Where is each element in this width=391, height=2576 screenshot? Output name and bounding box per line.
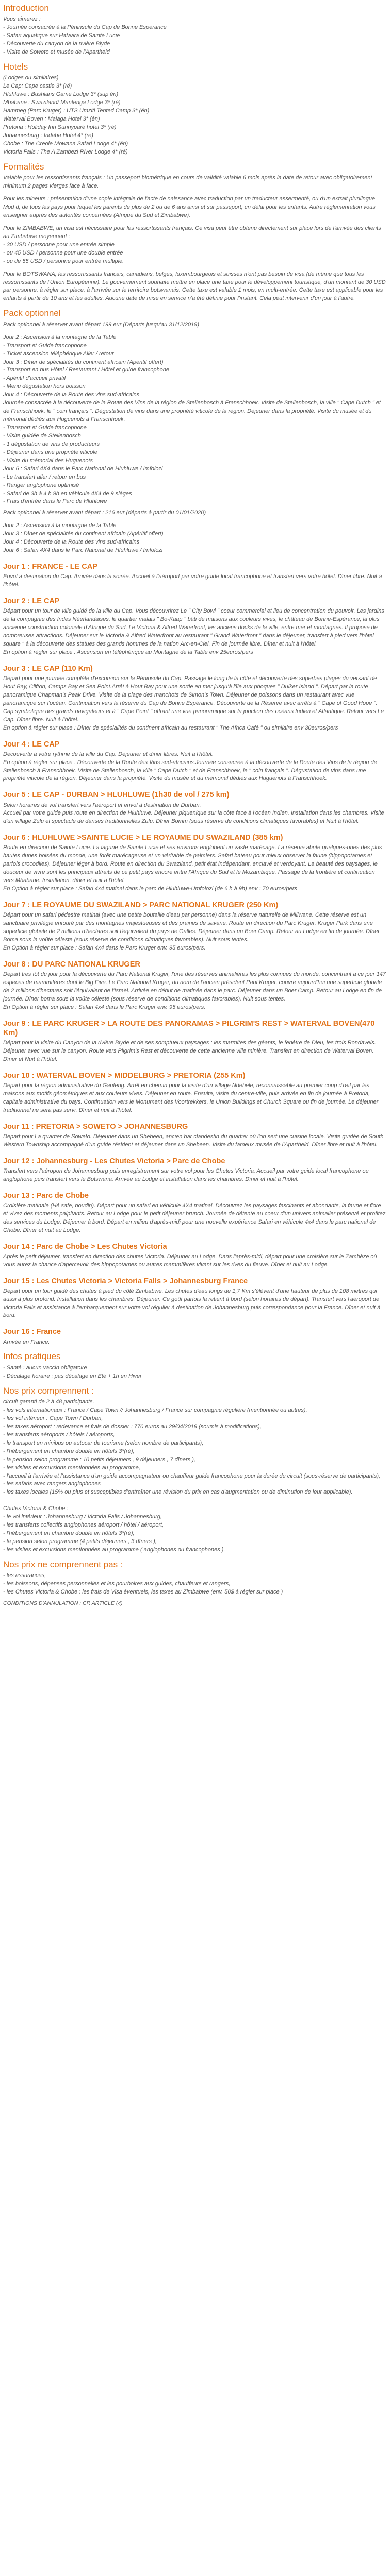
day-text: Départ très tôt du jour pour la découverte du Parc National Kruger, l'une des réserves animalières les plus connues du monde, concentrant à ce jour 147 espèces de mammifères dont le Big Five. Le Parc National Kruger, du nom de l'ancien président Paul Kruger, couvre aujourd'hui une superficie globale de 2 millions d'hectares soit l'équivalent de l'Israël. Arrivée en début de matinée dans le parc. Déjeuner dans un Boer Camp. Retour au Lodge en fin de journée. Dîner boma sous la voûte céleste (sous réserve de conditions climatiques favorables). Nuit sous tentes. En Option à régler sur place : Safari 4x4 dans le Parc Kruger env. 95 euros/pers. — [3, 971, 386, 1010]
prix-comprennent-list — [3, 1398, 387, 1554]
prix-line: Chutes Victoria & Chobe : — [3, 1505, 69, 1512]
day-title: Jour 8 : DU PARC NATIONAL KRUGER — [3, 960, 140, 969]
prix-line — [3, 1497, 387, 1505]
day-text: Départ pour un tour de ville guidé de la ville du Cap. Vous découvrirez Le " City Bowl " coeur commercial et lieu de concentration du pouvoir. Les jardins de la compagnie des Indes Néerlandaises, le quartier malais " Bo-Kaap " bâti de maisons aux couleurs vives, le château de Bonne-Espérance, la plus ancienne construction coloniale d'Afrique du Sud. Le Victoria & Alfred Waterfront, les anciens docks de la ville, entre mer et montagnes. Il propose de nombreuses attractions. Déjeuner sur le Victoria & Alfred Waterfront au restaurant " Grand Waterfront " dans le déjeuner, transfert à pied vers l'hôtel square " à la découverte des statues des grands hommes de la nation Arc-en-Ciel. Fin de journée libre. Dîner et nuit à l'hôtel. En option à régler sur place : Ascension en téléphérique au Montagne de la Table env 25euros/pers — [3, 608, 384, 655]
pack-list-2 — [3, 522, 387, 555]
infos-list — [3, 1364, 387, 1381]
day-text: Route en direction de Sainte Lucie. La lagune de Sainte Lucie et ses environs englobent un vaste marécage. La réserve abrite quelques-unes des plus hautes dunes boisées du monde, une forêt marécageuse et un véritable de palmiers. Safari bateau pour mieux observer la faune (hippopotames et parfois crocodiles). Déjeuner léger à bord. Route en direction du Swaziland, petit état indépendant, enclavé et verdoyant. La beauté des paysages, le douceur de vivre sont les principaux attraits de ce petit pays encore entre l'Afrique du Sud et le Mozambique. Passage de la frontière et continuation vers Mbabane. Installation, dîner et nuit à l'hôtel. En Option à régler sur place : Safari 4x4 matinal dans le parc de Hluhluwe-Umfolozi (de 6 h à 9h) env : 70 euros/pers — [3, 844, 382, 892]
day-title: Jour 4 : LE CAP — [3, 740, 60, 749]
prix-pas-list — [3, 1572, 387, 1597]
infos-line: - Décalage horaire : pas décalage en Eté + 1h en Hiver — [3, 1372, 142, 1379]
formalites-paragraph: Pour les mineurs : présentation d'une copie intégrale de l'acte de naissance avec traduction par un traducteur assermenté, ou d'un extrait plurilingue Mod d, de tous les pays pour lequel les parents de plus de 2 ou de 6 ans ainsi et sur passeport, un délai pour les enfants. Autre réglementation vous enseigner auprès des autorités concernées (Afrique du Sud et Zimbabwe). — [3, 196, 376, 218]
prix-line: - les transferts collectifs anglophones aéroport / hôtel / aéroport, — [3, 1522, 164, 1529]
pack-line: Jour 3 : Dîner de spécialités du continent africain (Apéritif offert) — [3, 531, 164, 537]
day-text: Départ pour la visite du Canyon de la rivière Blyde et de ses somptueux paysages : les marmites des géants, le fenêtre de Dieu, les trois Rondavels. Déjeuner avec vue sur le canyon. Route vers Pilgrim's Rest et découverte de cette ancienne ville minière. Transfert en direction de Waterval Boven. Dîner et Nuit à l'hôtel. — [3, 1039, 376, 1062]
pack-line: Jour 6 : Safari 4X4 dans le Parc National de Hluhluwe / Imfolozi — [3, 465, 163, 472]
hotel-line: Victoria Falls : The A Zambezi River Lodge 4* (ré) — [3, 148, 128, 155]
hotel-line: Mbabane : Swaziland/ Mantenga Lodge 3* (ré) — [3, 99, 121, 106]
day-title: Jour 5 : LE CAP - DURBAN > HLUHLUWE (1h30 de vol / 275 km) — [3, 791, 230, 800]
intro-line: Vous aimerez : — [3, 16, 41, 23]
pack-line: - Transport et Guide francophone — [3, 425, 87, 431]
day-title: Jour 2 : LE CAP — [3, 597, 60, 606]
hotel-line: Chobe : The Creole Mowana Safari Lodge 4* (én) — [3, 140, 128, 147]
pack-line: - Frais d'entrée dans le Parc de Hluhluwe — [3, 498, 107, 505]
pack-intro-2: Pack optionnel à réserver avant départ : 216 eur (départs à partir du 01/01/2020) — [3, 510, 206, 516]
prix-line: - la pension selon programme (4 petits déjeuners , 3 dîners ), — [3, 1538, 157, 1545]
day-text: Départ pour un safari pédestre matinal (avec une petite boutaille d'eau par personne) dans la réserve naturelle de Mlilwane. Cette réserve est un sanctuaire privilégié entouré par des montagnes majestueuses et des prairies de savane. Route en direction du Parc Kruger. Kruger Park dans une superficie globale de 2 millions d'hectares soit l'équivalent du pays de Galles. Déjeuner dans un Boer Camp. Retour au Lodge en fin de journée. Dîner Boma sous la voûte céleste (sous réserve de conditions climatiques favorables). Nuit sous tentes. En Option à régler sur place : Safari 4x4 dans le Parc Kruger env. 95 euros/pers. — [3, 912, 380, 951]
prix-line: - les safaris avec rangers anglophones — [3, 1481, 101, 1487]
pack-line: Jour 4 : Découverte de la Route des vins sud-africains — [3, 392, 140, 398]
pack-line: - Menu dégustation hors boisson — [3, 383, 86, 390]
day-title: Jour 10 : WATERVAL BOVEN > MIDDELBURG > PRETORIA (255 Km) — [3, 1071, 246, 1080]
hotels-list — [3, 74, 387, 156]
pack-line: Jour 4 : Découverte de la Route des vins sud-africains — [3, 539, 140, 546]
intro-title: Introduction — [3, 3, 49, 13]
prix-line: - les taxes locales (15% ou plus et susceptibles d'entraîner une révision du prix en cas d'augmentation ou de diminution de leur applicable). — [3, 1489, 353, 1496]
infos-line: - Santé : aucun vaccin obligatoire — [3, 1364, 87, 1371]
pack-line: - Transport et Guide francophone — [3, 342, 87, 349]
day-text: Découverte à votre rythme de la ville du Cap. Déjeuner et dîner libres. Nuit à l'hôtel. En option à régler sur place : Découverte de la Route des Vins sud-africains.Journée consacrée à la découverte de la Route des Vins de la région de Stellenbosch à Franschhoek. Visite de Stellenbosch, la ville " Cape Dutch " et de Franschhoek, le " coin français ". Dégustation de vins dans une propriété viticole de la région. Déjeuner dans la propriété. Visite du musée et du mémorial dédiés aux Huguenots à Franschhoek. — [3, 751, 377, 782]
hotel-line: Le Cap: Cape castle 3* (ré) — [3, 83, 72, 90]
prix-pas-line: - les Chutes Victoria & Chobe : les frais de Visa éventuels, les taxes au Zimbabwe (env. 50$ à régler sur place ) — [3, 1589, 283, 1596]
day-text: Départ pour La quartier de Soweto. Déjeuner dans un Shebeen, ancien bar clandestin du quartier où l'on sert une cuisine locale. Visite guidée de South Western Township accompagné d'un guide résident et déjeuner dans un Shebeen. Visite du fameux musée de l'Apartheid. Dîner libre et nuit à l'hôtel. — [3, 1133, 384, 1148]
day-title: Jour 3 : LE CAP (110 Km) — [3, 664, 93, 673]
pack-line: - Déjeuner dans une propriété viticole — [3, 449, 97, 455]
day-text: Croisière matinale (Hé safe, boudin). Départ pour un safari en véhicule 4X4 matinal. Découvrez les paysages fascinants et abondants, la faune et flore et vivez des moments palpitants. Retour au Lodge pour le petit déjeuner brunch. Journée de détente au coeur d'un univers animalier préservé et profitez des services du Lodge. Déjeuner à bord. Départ en milieu d'après-midi pour une nouvelle expérience Safari en véhicule 4x4 dans le parc national de Chobe. Dîner et nuit au Lodge. — [3, 1202, 386, 1233]
pack-line: Jour 2 : Ascension à la montagne de la Table — [3, 522, 117, 529]
pack-title: Pack optionnel — [3, 308, 61, 318]
intro-line: - Découverte du canyon de la rivière Blyde — [3, 41, 110, 47]
footer-conditions: CONDITIONS D'ANNULATION : CR ARTICLE (4) — [3, 1600, 123, 1607]
intro-line: - Journée consacrée à la Péninsule du Cap de Bonne Espérance — [3, 24, 167, 31]
pack-line: - Apéritif d'accueil privatif — [3, 375, 66, 382]
formalites-paragraph: Valable pour les ressortissants français : Un passeport biométrique en cours de validité valable 6 mois après la date de retour avec obligatoirement minimum 2 pages vierges face à face. — [3, 175, 372, 190]
pack-intro: Pack optionnel à réserver avant départ 199 eur (Départs jusqu'au 31/12/2019) — [3, 321, 200, 328]
hotel-line: Hluhluwe : Bushlans Game Lodge 3* (sup én) — [3, 91, 119, 98]
day-text: Envol à destination du Cap. Arrivée dans la soirée. Accueil à l'aéroport par votre guide local francophone et transfert vers votre hôtel. Dîner libre. Nuit à l'hôtel. — [3, 573, 382, 588]
prix-line: - l'hébergement en chambre double en hôtels 3*(ré), — [3, 1530, 135, 1537]
prix-line: - les vols internationaux : France / Cape Town // Johannesburg / France sur compagnie régulière (mentionnée ou autres), — [3, 1407, 307, 1414]
pack-list-1 — [3, 334, 387, 506]
prix-pas-line: - les boissons, dépenses personnelles et les pourboires aux guides, chauffeurs et rangers, — [3, 1581, 231, 1587]
pack-line: - Le transfert aller / retour en bus — [3, 473, 86, 480]
day-title: Jour 15 : Les Chutes Victoria > Victoria Falls > Johannesburg France — [3, 1277, 248, 1285]
hotel-line: Waterval Boven : Malaga Hotel 3* (én) — [3, 116, 100, 123]
prix-line: circuit garanti de 2 à 48 participants. — [3, 1399, 94, 1405]
prix-line: - les visites et excursions mentionnées au programme, — [3, 1464, 140, 1471]
formalites-paragraph: Pour le ZIMBABWE, un visa est nécessaire pour les ressortissants français. Ce visa peut être obtenu directement sur place lors de l'arrivée des clients au Zimbabwe moyennant : - 30 USD / personne pour une entrée simple - ou 45 USD / personne pour une double entrée - ou de 55 USD / personne pour entrée multiple. — [3, 225, 381, 264]
prix-line: - le transport en minibus ou autocar de tourisme (selon nombre de participants), — [3, 1439, 204, 1446]
day-title: Jour 7 : LE ROYAUME DU SWAZILAND > PARC NATIONAL KRUGER (250 Km) — [3, 901, 279, 910]
pack-line: - Transport en bus Hôtel / Restaurant / Hôtel et guide francophone — [3, 367, 170, 374]
hotel-line: Johannesburg : Indaba Hotel 4* (ré) — [3, 132, 93, 139]
intro-list — [3, 15, 387, 57]
prix-pas-title: Nos prix ne comprennent pas : — [3, 1559, 123, 1569]
day-title: Jour 6 : HLUHLUWE >SAINTE LUCIE > LE ROYAUME DU SWAZILAND (385 km) — [3, 834, 283, 842]
pack-line: - Visite guidée de Stellenbosch — [3, 432, 81, 439]
day-title: Jour 1 : FRANCE - LE CAP — [3, 563, 97, 571]
day-text: Arrivée en France. — [3, 1338, 50, 1345]
day-title: Jour 16 : France — [3, 1328, 61, 1336]
prix-line: - les transferts aéroports / hôtels / aéroports, — [3, 1431, 115, 1438]
infos-title: Infos pratiques — [3, 1351, 61, 1362]
prix-line: - les vol intérieur : Cape Town / Durban, — [3, 1415, 103, 1421]
day-text: Transfert vers l'aéroport de Johannesburg puis enregistrement sur votre vol pour les Chutes Victoria. Accueil par votre guide local francophone ou anglophone puis transfert vers le Botswana. Arrivée au Lodge et installation dans les chambres. Dîner et nuit à l'hôtel. — [3, 1167, 369, 1182]
day-title: Jour 14 : Parc de Chobe > Les Chutes Victoria — [3, 1242, 167, 1251]
prix-pas-line: - les assurances, — [3, 1572, 46, 1579]
pack-line: - Ticket ascension téléphérique Aller / retour — [3, 350, 114, 357]
pack-line: - Ranger anglophone optimisé — [3, 482, 79, 488]
prix-line: - la pension selon programme : 10 petits déjeuners , 9 déjeuners , 7 dîners ), — [3, 1456, 196, 1463]
day-title: Jour 13 : Parc de Chobe — [3, 1191, 89, 1200]
day-text: Départ pour la région administrative du Gauteng. Arrêt en chemin pour la visite d'un village Ndebele, reconnaissable au premier coup d'œil par les maisons aux motifs géométriques et aux couleurs vives. Déjeuner en route. Ensuite, visite du centre-ville, puis arrivée en fin de journée à Pretoria, capitale administrative du pays. Continuation vers le Monument des Voortrekkers, le Union Buildings et Church Square ou fin de journée. Le déjeuner traditionnel ne sera pas servi. Dîner et nuit à l'hôtel. — [3, 1082, 379, 1113]
hotel-line: (Lodges ou similaires) — [3, 75, 59, 81]
pack-line: - Safari de 3h à 4 h 9h en véhicule 4X4 de 9 sièges — [3, 490, 132, 497]
intro-line: - Visite de Soweto et musée de l'Apartheid — [3, 49, 110, 56]
hotel-line: Hammeg (Parc Kruger) : UTS Umziti Tented Camp 3* (én) — [3, 108, 150, 114]
hotels-title: Hotels — [3, 62, 28, 72]
intro-line: - Safari aquatique sur Hataara de Sainte Lucie — [3, 32, 120, 39]
itinerary — [3, 562, 387, 1346]
formalites-paragraph: Pour le BOTSWANA, les ressortissants français, canadiens, belges, luxembourgeois et suisses n'ont pas besoin de visa (de même que tous les ressortissants de l'Union Européenne). Le gouvernement souhaite mettre en place une taxe pour le développement touristique, d'un montant de 30 USD par personne, à régler sur place, à l'arrivée sur le territoire botswanais. Cette taxe est valable 1 mois, en multi-entrée. Cette taxe est applicable pour les enfants à partir de 10 ans et les adultes. Aucune date de mise en service n'a été définie pour l'instant. Cela peut intervenir d'un jour à l'autre. — [3, 270, 386, 302]
prix-line: - les taxes aéroport : redevance et frais de dossier : 770 euros au 29/04/2019 (soumis à modifications), — [3, 1423, 262, 1430]
pack-line: Jour 6 : Safari 4X4 dans le Parc National de Hluhluwe / Imfolozi — [3, 547, 163, 554]
hotel-line: Pretoria : Holiday Inn Sunnyparé hotel 3* (ré) — [3, 124, 117, 131]
day-text: Selon horaires de vol transfert vers l'aéroport et envol à destination de Durban. Accueil par votre guide puis route en direction de Hluhluwe. Déjeuner piquenique sur la côte face à l'océan Indien. Installation dans les chambres. Visite d'un village Zulu et spectacle de danses traditionnelles Zulu. Dîner Bomm (sous réserve de conditions climatiques favorables) et Nuit à l'hôtel. — [3, 802, 384, 825]
formalites-title: Formalités — [3, 161, 44, 172]
prix-line: - l'accueil à l'arrivée et l'assistance d'un guide accompagnateur ou chauffeur guide francophone pour la durée du circuit (sous-réserve de participants), — [3, 1472, 381, 1479]
prix-line: - les visites et excursions mentionnées au programme ( anglophones ou francophones ). — [3, 1546, 225, 1553]
pack-line: - Visite du mémorial des Huguenots — [3, 457, 93, 464]
day-text: Après le petit déjeuner, transfert en direction des chutes Victoria. Déjeuner au Lodge. Dans l'après-midi, départ pour une croisière sur le Zambèze où vous aurez la chance d'apercevoir des hippopotames ou autres mammifères vivant sur les rives du fleuve. Dîner et nuit au Lodge. — [3, 1253, 377, 1268]
day-title: Jour 11 : PRETORIA > SOWETO > JOHANNESBURG — [3, 1122, 188, 1131]
pack-line: Jour 3 : Dîner de spécialités du continent africain (Apéritif offert) — [3, 359, 164, 365]
day-text: Départ pour une journée complète d'excursion sur la Péninsule du Cap. Passage le long de la côte et découverte des superbes plages du versant de Hout Bay, Clifton, Camps Bay et Sea Point.Arrêt à Hout Bay pour une sortie en mer jusqu'à l'île aux phoques " Duiker Island ". Départ par la route panoramique Chapman's Peak Drive. Visite de la plage des manchots de Simon's Town. Déjeuner de poissons dans un restaurant avec vue panoramique sur l'océan. Continuation vers la réserve du Cap de Bonne Espérance. Découverte de la Réserve avec arrêts à " Cape of Good Hope ". Cap symbolique des grands navigateurs et à " Cape Point " offrant une vue panoramique sur la jonction des océans Indien et Atlantique. Retour vers Le Cap. Dîner libre. Nuit à l'hôtel. En option à régler sur place : Dîner de spécialités du continent africain au restaurant " The Africa Café " ou similaire env 30euros/pers — [3, 675, 384, 731]
day-title: Jour 9 : LE PARC KRUGER > LA ROUTE DES PANORAMAS > PILGRIM'S REST > WATERVAL BOVEN(470 Km) — [3, 1019, 375, 1037]
prix-line: - le vol intérieur : Johannesburg / Victoria Falls / Johannesburg, — [3, 1514, 162, 1520]
prix-comprennent-title: Nos prix comprennent : — [3, 1385, 94, 1396]
pack-line: - 1 dégustation de vins de producteurs — [3, 440, 100, 447]
day-title: Jour 12 : Johannesburg - Les Chutes Victoria > Parc de Chobe — [3, 1157, 225, 1165]
pack-line: Journée consacrée à la découverte de la Route des Vins de la région de Stellenbosch à Franschhoek. Visite de Stellenbosch, la ville " Cape Dutch " et de Franschhoek, le " coin français ". Dégustation de vins dans une propriété viticole de la région. Déjeuner dans la propriété. Visite du musée et du mémorial dédiés aux Huguenots à Franschhoek. — [3, 400, 381, 423]
prix-line: - l'hébergement en chambre double en hôtels 3*(ré), — [3, 1448, 135, 1454]
pack-line: Jour 2 : Ascension à la montagne de la Table — [3, 334, 117, 341]
day-text: Départ pour un tour guidé des chutes à pied du côté Zimbabwe. Les chutes d'eau longs de 1,7 Km s'élèvent d'une hauteur de plus de 108 mètres qui aussi à plus profond. Installation dans les chambres. Déjeuner. Ce goût parfois la retient à bord (selon horaires de départ). Transfert vers l'aéroport de Victoria Falls et assistance à l'embarquement sur votre vol régulier à destination de Johannesburg puis correspondance pour la France. Dîner et nuit à bord. — [3, 1287, 381, 1319]
